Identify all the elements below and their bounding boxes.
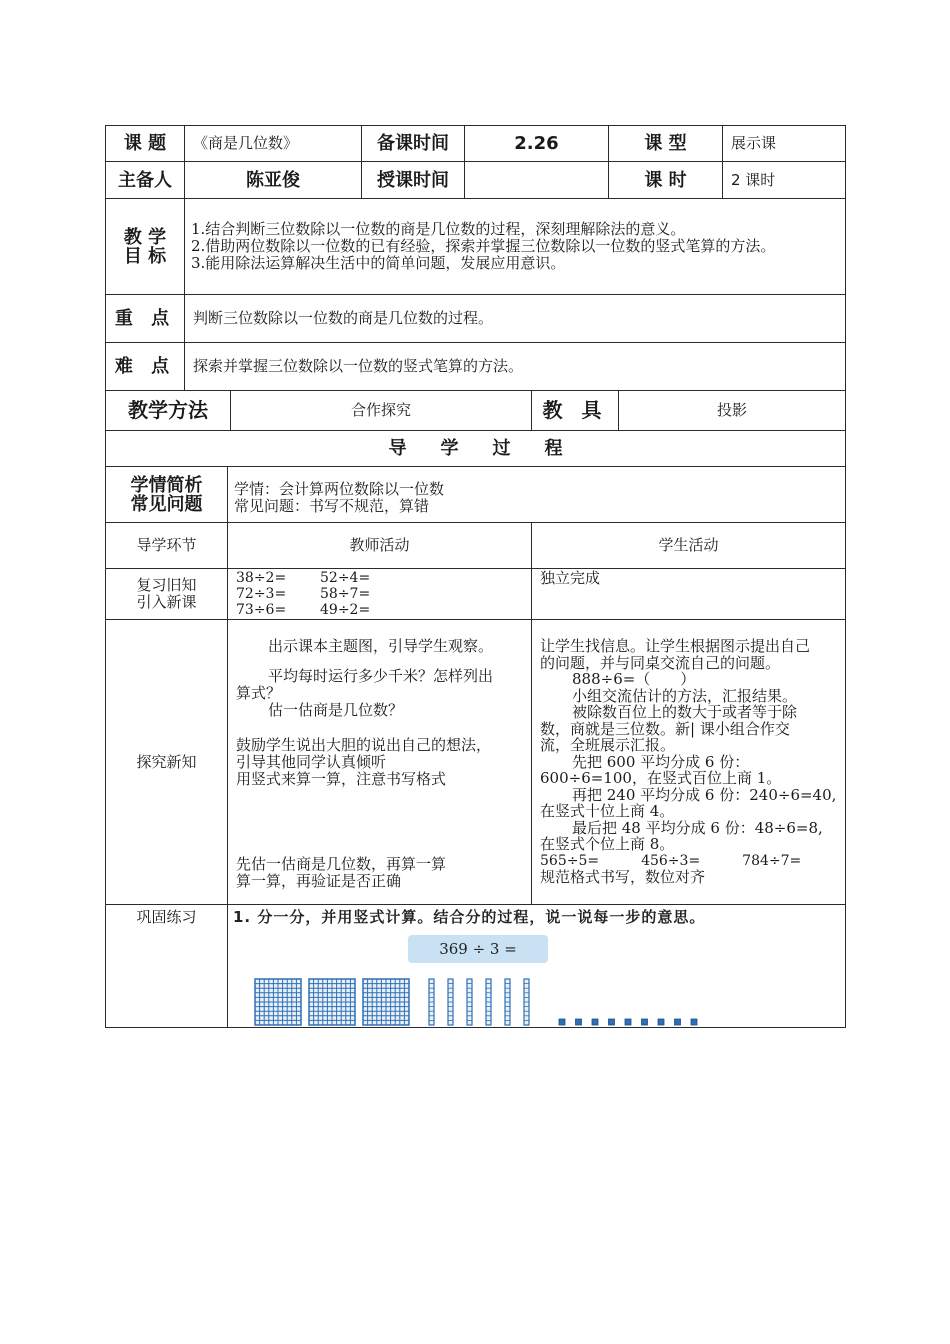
type-value: 展示课	[722, 125, 846, 162]
goals-label	[105, 198, 185, 295]
process-title: 导学过程	[105, 430, 846, 467]
review-student: 独立完成	[531, 568, 846, 620]
teacher-line: 算式？	[236, 684, 282, 702]
hundred-flat-block	[309, 979, 355, 1025]
teacher-line: 引导其他同学认真倾听	[236, 753, 387, 771]
ten-rod-block	[505, 979, 510, 1025]
student-line: 数，商就是三位数。新| 课小组合作交	[540, 719, 790, 738]
column-teacher: 教师活动	[227, 522, 532, 569]
one-cube-block	[658, 1019, 664, 1025]
analysis-label-line1: 学情简析	[130, 474, 203, 496]
practice-content	[227, 904, 846, 1028]
review-item: 49÷2=	[320, 602, 371, 618]
student-line: 让学生找信息。让学生根据图示提出自己	[540, 637, 811, 655]
analysis-label	[105, 466, 228, 523]
student-line: 最后把 48 平均分成 6 份：48÷6=8,	[572, 818, 823, 837]
preparer-value: 陈亚俊	[184, 161, 362, 199]
student-line: 再把 240 平均分成 6 份：240÷6=40,	[572, 785, 837, 804]
explore-row	[105, 619, 846, 905]
one-cube-block	[559, 1019, 565, 1025]
prep-time-label: 备课时间	[361, 125, 465, 162]
analysis-label-line2: 常见问题	[130, 493, 203, 515]
column-stage: 导学环节	[105, 522, 228, 569]
explore-teacher	[227, 619, 532, 905]
teach-time-value	[464, 161, 609, 199]
goal-item: 1.结合判断三位数除以一位数的商是几位数的过程，深刻理解除法的意义。	[191, 220, 686, 238]
ten-rod-block	[524, 979, 529, 1025]
review-exercises	[227, 568, 532, 620]
header-row-1	[105, 125, 846, 162]
analysis-line: 学情：会计算两位数除以一位数	[234, 480, 445, 498]
explore-label: 探究新知	[105, 619, 228, 905]
key-point-label: 重 点	[105, 294, 185, 343]
hours-value: 2 课时	[722, 161, 846, 199]
method-label: 教学方法	[105, 390, 231, 431]
teacher-line: 算一算，再验证是否正确	[236, 872, 402, 890]
topic-label: 课 题	[105, 125, 185, 162]
student-line: 600÷6=100，在竖式百位上商 1。	[540, 769, 782, 787]
one-cube-block	[609, 1019, 615, 1025]
analysis-row	[105, 466, 846, 523]
review-label-line1: 复习旧知	[136, 576, 197, 594]
student-line: 小组交流估计的方法，汇报结果。	[572, 686, 798, 705]
review-row	[105, 568, 846, 620]
student-line: 在竖式个位上商 8。	[540, 835, 675, 853]
analysis-line: 常见问题：书写不规范，算错	[234, 497, 430, 515]
review-item: 52÷4=	[320, 570, 371, 586]
ten-rod-block	[429, 979, 434, 1025]
student-line: 888÷6=（ ）	[572, 670, 696, 688]
ten-rod-block	[467, 979, 472, 1025]
difficulty-label: 难 点	[105, 342, 185, 391]
one-cube-block	[675, 1019, 681, 1025]
explore-student	[531, 619, 846, 905]
teacher-line: 估一估商是几位数？	[268, 701, 404, 719]
base-ten-blocks-illustration	[233, 971, 703, 1033]
one-cube-block	[691, 1019, 697, 1025]
teacher-line: 用竖式来算一算，注意书写格式	[236, 770, 447, 788]
teacher-line: 平均每时运行多少千米？怎样列出	[268, 667, 494, 685]
tools-label: 教 具	[531, 390, 619, 431]
ten-rod-block	[486, 979, 491, 1025]
prep-time-value: 2.26	[464, 125, 609, 162]
review-item: 38÷2=	[236, 570, 287, 586]
preparer-label: 主备人	[105, 161, 185, 199]
goals-label-line1: 教 学	[123, 226, 167, 248]
review-label-line2: 引入新课	[136, 593, 197, 611]
type-label: 课 型	[608, 125, 723, 162]
goal-item: 2.借助两位数除以一位数的已有经验，探索并掌握三位数除以一位数的竖式笔算的方法。	[191, 237, 776, 255]
key-point-row	[105, 294, 846, 343]
tools-value: 投影	[618, 390, 846, 431]
teach-time-label: 授课时间	[361, 161, 465, 199]
student-line: 被除数百位上的数大于或者等于除	[572, 703, 798, 721]
practice-worksheet-image	[233, 908, 706, 1025]
practice-title: 1. 分一分，并用竖式计算。结合分的过程，说一说每一步的意思。	[233, 908, 706, 926]
student-line: 在竖式十位上商 4。	[540, 802, 675, 820]
hundred-flat-block	[255, 979, 301, 1025]
student-line: 先把 600 平均分成 6 份：	[572, 752, 750, 771]
practice-row	[105, 904, 846, 1028]
one-cube-block	[576, 1019, 582, 1025]
method-value: 合作探究	[230, 390, 532, 431]
review-item: 73÷6=	[236, 602, 287, 618]
teacher-line: 鼓励学生说出大胆的说出自己的想法，	[236, 736, 492, 754]
ten-rod-block	[448, 979, 453, 1025]
student-line: 的问题，并与同桌交流自己的问题。	[540, 653, 781, 672]
goals-row	[105, 198, 846, 295]
review-item: 72÷3=	[236, 586, 287, 602]
analysis-content	[227, 466, 846, 523]
key-point-value: 判断三位数除以一位数的商是几位数的过程。	[184, 294, 846, 343]
review-item: 58÷7=	[320, 586, 371, 602]
hours-label: 课 时	[608, 161, 723, 199]
goals-content	[184, 198, 846, 295]
column-student: 学生活动	[531, 522, 846, 569]
difficulty-row	[105, 342, 846, 391]
header-row-2	[105, 161, 846, 199]
column-header-row	[105, 522, 846, 569]
one-cube-block	[592, 1019, 598, 1025]
student-line: 流，全班展示汇报。	[540, 736, 676, 754]
method-row	[105, 390, 846, 431]
teacher-line: 出示课本主题图，引导学生观察。	[268, 637, 494, 655]
one-cube-block	[642, 1019, 648, 1025]
hundred-flat-block	[363, 979, 409, 1025]
one-cube-block	[625, 1019, 631, 1025]
student-line: 规范格式书写，数位对齐	[540, 868, 706, 886]
goal-item: 3.能用除法运算解决生活中的简单问题，发展应用意识。	[191, 254, 566, 272]
student-line: 565÷5= 456÷3= 784÷7=	[540, 852, 802, 869]
difficulty-value: 探索并掌握三位数除以一位数的竖式笔算的方法。	[184, 342, 846, 391]
practice-label: 巩固练习	[105, 904, 228, 1028]
teacher-line: 先估一估商是几位数，再算一算	[236, 855, 447, 873]
topic-value: 《商是几位数》	[184, 125, 362, 162]
review-label	[105, 568, 228, 620]
practice-equation: 369 ÷ 3 =	[408, 935, 548, 963]
goals-label-line2: 目 标	[123, 245, 167, 267]
process-title-row	[105, 430, 846, 467]
